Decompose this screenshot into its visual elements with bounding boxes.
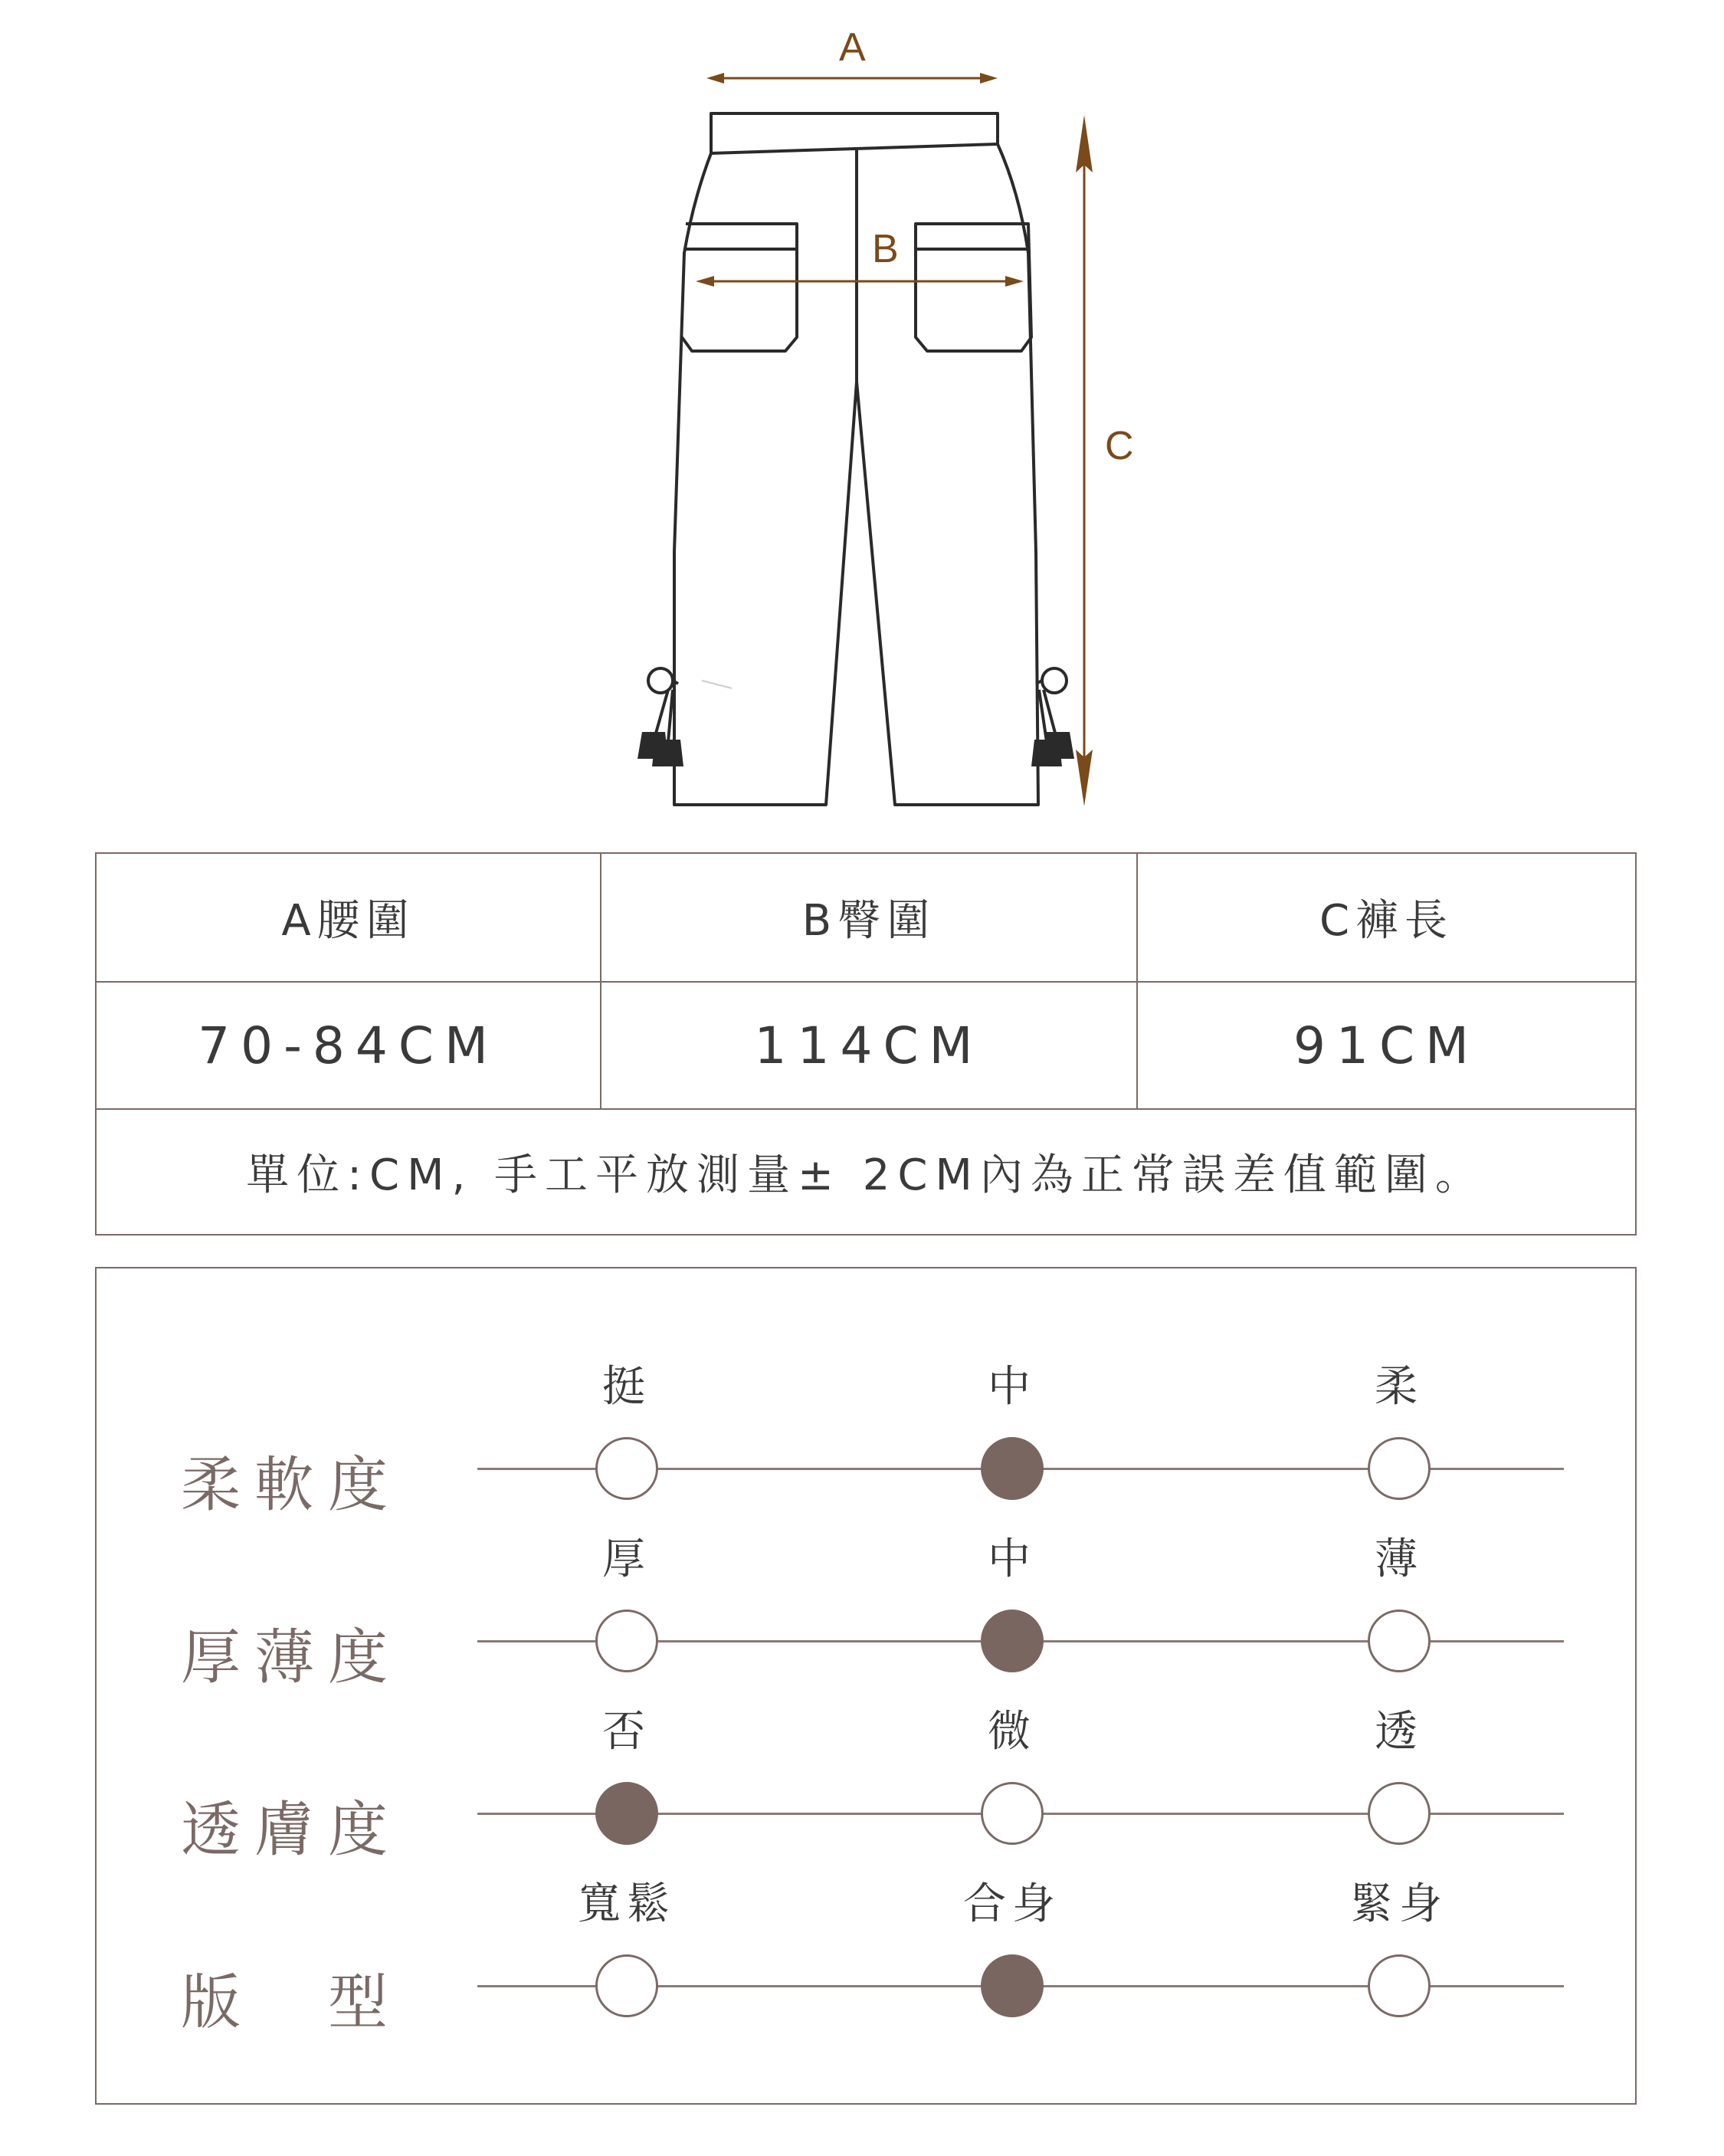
- rating-dot: [595, 1437, 658, 1500]
- value-cell-hip: 114CM: [601, 983, 1138, 1108]
- rating-option-label: 中: [988, 1362, 1037, 1412]
- rating-row-softness: [97, 1353, 1635, 1525]
- measurement-note: 單位:CM, 手工平放測量± 2CM內為正常誤差值範圍。: [246, 1150, 1486, 1200]
- rating-option-label: 微: [988, 1707, 1037, 1757]
- value-cell-waist: 70-84CM: [97, 983, 601, 1108]
- size-table-value-row: [97, 983, 1635, 1110]
- pants-illustration: [0, 0, 1724, 835]
- rating-title: 柔軟度: [181, 1451, 402, 1520]
- right-bow-loop: [1042, 668, 1067, 693]
- rating-dot-selected: [981, 1437, 1044, 1500]
- size-table-note-row: [97, 1110, 1635, 1234]
- header-cell-waist: A腰圍: [97, 854, 601, 981]
- rating-dot-selected: [981, 1610, 1044, 1672]
- rating-option-label: 柔: [1375, 1362, 1424, 1412]
- fabric-rating-panel: [95, 1267, 1637, 2105]
- dimension-label-b: B: [872, 227, 899, 271]
- rating-dot: [595, 1954, 658, 2017]
- dimension-label-a: A: [839, 25, 866, 70]
- rating-option-label: 薄: [1375, 1534, 1424, 1584]
- rating-row-transparency: [97, 1698, 1635, 1870]
- rating-title: 版 型: [181, 1968, 402, 2037]
- rating-dot-selected: [981, 1954, 1044, 2017]
- rating-dot: [1368, 1437, 1431, 1500]
- left-tassel-2: [652, 740, 683, 766]
- rating-option-label: 合身: [963, 1879, 1061, 1929]
- rating-option-label: 中: [988, 1534, 1037, 1584]
- waistband-outline: [711, 113, 998, 153]
- rating-row-fit: [97, 1870, 1635, 2043]
- size-table-header-row: [97, 854, 1635, 983]
- rating-dot: [981, 1782, 1044, 1845]
- rating-dot-selected: [595, 1782, 658, 1845]
- rating-option-label: 緊身: [1350, 1879, 1448, 1929]
- dimension-label-c: C: [1105, 424, 1134, 468]
- rating-option-label: 厚: [602, 1534, 651, 1584]
- pants-measurement-diagram: [0, 0, 1724, 835]
- right-tassel-2: [1031, 740, 1062, 766]
- rating-dot: [1368, 1610, 1431, 1672]
- rating-option-label: 透: [1375, 1707, 1424, 1757]
- size-table: [95, 852, 1637, 1236]
- rating-option-label: 挺: [602, 1362, 651, 1412]
- rating-row-thickness: [97, 1525, 1635, 1698]
- rating-dot: [1368, 1954, 1431, 2017]
- rating-dot: [595, 1610, 658, 1672]
- left-bow-loop: [648, 668, 673, 693]
- header-cell-hip: B臀圍: [601, 854, 1138, 981]
- rating-dot: [1368, 1782, 1431, 1845]
- header-cell-length: C褲長: [1319, 896, 1454, 946]
- value-cell-length: 91CM: [1293, 1016, 1480, 1075]
- rating-option-label: 否: [602, 1707, 651, 1757]
- rating-option-label: 寬鬆: [578, 1879, 676, 1929]
- rating-title: 厚薄度: [181, 1623, 402, 1692]
- rating-title: 透膚度: [181, 1796, 402, 1865]
- right-pocket: [916, 224, 1031, 351]
- left-pocket: [682, 224, 797, 351]
